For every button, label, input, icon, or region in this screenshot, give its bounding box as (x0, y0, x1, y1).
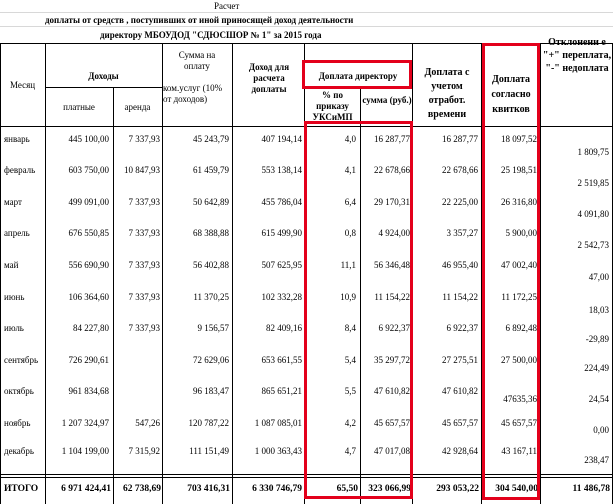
cell-rent: 7 337,93 (128, 323, 160, 333)
cell-deviation: 0,00 (593, 425, 609, 435)
cell-pay-sum: 11 370,25 (193, 292, 229, 302)
cell-paid: 603 750,00 (68, 165, 109, 175)
cell-income-calc: 455 786,04 (261, 197, 302, 207)
cell-pay-worked: 47 610,82 (442, 386, 478, 396)
cell-paid: 499 091,00 (68, 197, 109, 207)
cell-amount: 6 922,37 (378, 323, 410, 333)
highlight-director-pay-columns (304, 121, 413, 499)
cell-amount: 29 170,31 (374, 197, 410, 207)
cell-pay-worked: 22 225,00 (442, 197, 478, 207)
cell-pay-receipts: 47635,36 (503, 394, 537, 404)
cell-pay-worked: 45 657,57 (442, 418, 478, 428)
cell-deviation: 2 542,73 (577, 240, 609, 250)
cell-pay-receipts: 6 892,48 (505, 323, 537, 333)
cell-pay-worked: 16 287,77 (442, 134, 478, 144)
total-label: ИТОГО (4, 484, 39, 494)
cell-pay-worked: 6 922,37 (446, 323, 478, 333)
cell-amount: 22 678,66 (374, 165, 410, 175)
cell-percent: 4,1 (344, 165, 356, 175)
col-pay-worked-header: Доплата с учетом отработ. времени (424, 67, 470, 120)
cell-paid: 1 104 199,00 (61, 446, 109, 456)
cell-paid: 106 364,60 (68, 292, 109, 302)
cell-pay-worked: 27 275,51 (442, 355, 478, 365)
cell-percent: 4,0 (344, 134, 356, 144)
cell-month: апрель (4, 228, 30, 238)
cell-rent: 7 337,93 (128, 228, 160, 238)
cell-paid: 445 100,00 (68, 134, 109, 144)
cell-rent: 7 337,93 (128, 197, 160, 207)
cell-amount: 35 297,72 (374, 355, 410, 365)
cell-deviation: -29,89 (585, 334, 609, 344)
cell-percent: 4,2 (344, 418, 356, 428)
cell-pay-worked: 22 678,66 (442, 165, 478, 175)
cell-pay-sum: 56 402,88 (193, 260, 229, 270)
cell-pay-receipts: 5 900,00 (505, 228, 537, 238)
highlight-pay-receipts-column (482, 43, 540, 500)
cell-income-calc: 865 651,21 (261, 386, 302, 396)
cell-percent: 11,1 (340, 260, 356, 270)
cell-income-calc: 1 000 363,43 (254, 446, 302, 456)
cell-amount: 47 610,82 (374, 386, 410, 396)
cell-month: ноябрь (4, 418, 31, 428)
cell-month: октябрь (4, 386, 34, 396)
cell-pay-receipts: 47 002,40 (501, 260, 537, 270)
total-pay-worked: 293 053,22 (436, 484, 479, 494)
cell-percent: 0,8 (344, 228, 356, 238)
cell-rent: 10 847,93 (124, 165, 160, 175)
title-line-3: директору МБОУДОД "СДЮСШОР № 1" за 2015 года (100, 30, 322, 40)
cell-income-calc: 615 499,90 (261, 228, 302, 238)
col-rent-header: аренда (124, 102, 151, 112)
cell-deviation: 1 809,75 (577, 147, 609, 157)
cell-percent: 5,5 (344, 386, 356, 396)
cell-pay-receipts: 27 500,00 (501, 355, 537, 365)
cell-percent: 6,4 (344, 197, 356, 207)
cell-pay-worked: 46 955,40 (442, 260, 478, 270)
cell-amount: 4 924,00 (378, 228, 410, 238)
col-income-header: Доходы (88, 71, 119, 81)
total-rent: 62 738,69 (123, 484, 161, 494)
col-income-calc-header: Доход для расчета доплаты (248, 62, 290, 94)
cell-income-calc: 507 625,95 (261, 260, 302, 270)
cell-pay-sum: 9 156,57 (197, 323, 229, 333)
cell-deviation: 4 091,80 (577, 209, 609, 219)
cell-month: февраль (4, 165, 36, 175)
cell-month: май (4, 260, 19, 270)
cell-percent: 8,4 (344, 323, 356, 333)
col-pay-sum-header (163, 50, 231, 105)
cell-deviation: 24,54 (588, 394, 609, 404)
cell-month: декабрь (4, 446, 34, 456)
col-paid-header: платные (63, 102, 95, 112)
cell-amount: 56 346,48 (374, 260, 410, 270)
cell-rent: 7 337,93 (128, 134, 160, 144)
total-pay-sum: 703 416,31 (187, 484, 230, 494)
cell-income-calc: 1 087 085,01 (254, 418, 302, 428)
cell-month: сентябрь (4, 355, 39, 365)
cell-percent: 4,7 (344, 446, 356, 456)
cell-paid: 1 207 324,97 (61, 418, 109, 428)
cell-pay-worked: 42 928,64 (442, 446, 478, 456)
cell-pay-sum: 72 629,06 (193, 355, 229, 365)
total-percent: 65,50 (336, 484, 358, 494)
cell-deviation: 224,49 (584, 363, 609, 373)
total-paid: 6 971 424,41 (61, 484, 111, 494)
cell-income-calc: 407 194,14 (261, 134, 302, 144)
cell-pay-receipts: 11 172,25 (501, 292, 537, 302)
highlight-director-pay-header (302, 60, 412, 89)
cell-deviation: 47,00 (588, 272, 609, 282)
cell-deviation: 18,03 (588, 305, 609, 315)
cell-month: июнь (4, 292, 25, 302)
col-pay-sum-title: Сумма на оплату (178, 50, 216, 71)
cell-paid: 676 550,85 (68, 228, 109, 238)
cell-paid: 961 834,68 (68, 386, 109, 396)
col-percent-header: % по приказу УКСиМП (312, 90, 353, 122)
cell-rent: 7 337,93 (128, 292, 160, 302)
cell-pay-sum: 68 388,88 (193, 228, 229, 238)
cell-month: январь (4, 134, 30, 144)
cell-pay-worked: 3 357,27 (446, 228, 478, 238)
cell-income-calc: 553 138,14 (261, 165, 302, 175)
cell-pay-receipts: 26 316,80 (501, 197, 537, 207)
cell-month: март (4, 197, 22, 207)
cell-pay-sum: 96 183,47 (193, 386, 229, 396)
cell-pay-receipts: 43 167,11 (501, 446, 537, 456)
col-month-header: Месяц (9, 80, 36, 90)
cell-rent: 7 337,93 (128, 260, 160, 270)
cell-income-calc: 82 409,16 (266, 323, 302, 333)
title-line-2: доплаты от средств , поступивших от иной приносящей доход деятельности (45, 15, 354, 25)
cell-paid: 84 227,80 (73, 323, 109, 333)
cell-amount: 16 287,77 (374, 134, 410, 144)
cell-month: июль (4, 323, 24, 333)
col-pay-sum-subtitle: ком.услуг (10% от доходов) (163, 83, 223, 104)
cell-paid: 726 290,61 (68, 355, 109, 365)
cell-income-calc: 653 661,55 (261, 355, 302, 365)
cell-pay-worked: 11 154,22 (442, 292, 478, 302)
total-income-calc: 6 330 746,79 (252, 484, 302, 494)
cell-income-calc: 102 332,28 (261, 292, 302, 302)
cell-pay-sum: 50 642,89 (193, 197, 229, 207)
cell-deviation: 2 519,85 (577, 178, 609, 188)
col-amount-header: сумма (руб.) (362, 95, 412, 105)
cell-paid: 556 690,90 (68, 260, 109, 270)
col-pay-receipts-header: Доплата согласно квитков (491, 74, 531, 115)
col-director-pay-header: Доплата директору (318, 71, 398, 81)
cell-pay-sum: 111 151,49 (189, 446, 229, 456)
total-pay-receipts: 304 540,00 (495, 484, 538, 494)
title-line-1: Расчет (214, 1, 240, 11)
cell-amount: 11 154,22 (374, 292, 410, 302)
cell-pay-sum: 45 243,79 (193, 134, 229, 144)
cell-pay-sum: 120 787,22 (188, 418, 229, 428)
cell-rent: 7 315,92 (128, 446, 160, 456)
cell-percent: 10,9 (340, 292, 356, 302)
cell-amount: 47 017,08 (374, 446, 410, 456)
cell-pay-sum: 61 459,79 (193, 165, 229, 175)
cell-pay-receipts: 18 097,52 (501, 134, 537, 144)
cell-amount: 45 657,57 (374, 418, 410, 428)
col-deviation-header: Отклонени е "+" переплата, "-" недоплата (542, 37, 612, 74)
cell-pay-receipts: 25 198,51 (501, 165, 537, 175)
cell-rent: 547,26 (135, 418, 160, 428)
cell-pay-receipts: 45 657,57 (501, 418, 537, 428)
total-amount: 323 066,99 (368, 484, 411, 494)
cell-deviation: 238,47 (584, 455, 609, 465)
total-deviation: 11 486,78 (572, 484, 610, 494)
cell-percent: 5,4 (344, 355, 356, 365)
